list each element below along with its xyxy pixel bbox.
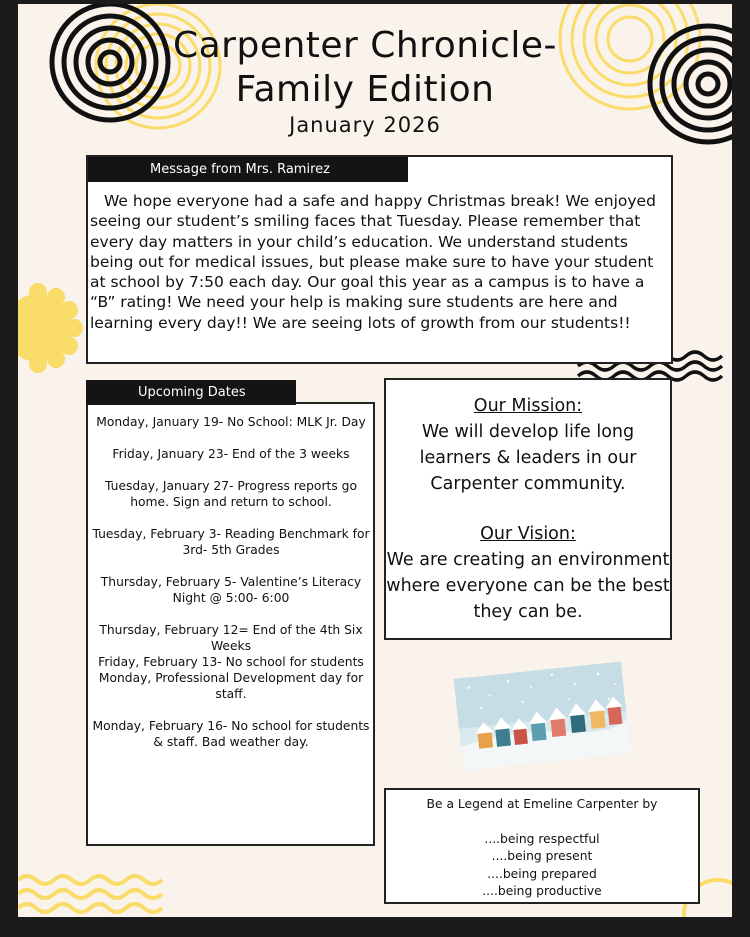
vision-heading: Our Vision: (480, 524, 576, 544)
date-item: Thursday, February 5- Valentine’s Literacy Night @ 5:00- 6:00 (100, 575, 362, 605)
newsletter-date: January 2026 (289, 113, 441, 137)
legend-item: ....being productive (482, 884, 602, 898)
vision-text: We are creating an environment where everyone can be the best they can be. (386, 550, 670, 622)
legend-heading: Be a Legend at Emeline Carpenter by (426, 797, 658, 811)
upcoming-dates-list (90, 414, 372, 750)
newsletter-subtitle: Family Edition (235, 69, 495, 110)
winter-village-illustration (452, 656, 632, 774)
date-item: Thursday, February 12= End of the 4th Six Weeks (99, 623, 363, 653)
legend-item: ....being present (491, 849, 593, 863)
message-header: Message from Mrs. Ramirez (88, 157, 408, 182)
upcoming-dates-header: Upcoming Dates (86, 380, 296, 405)
mission-heading: Our Mission: (473, 396, 583, 416)
legend-item: ....being respectful (484, 831, 600, 846)
date-item: Tuesday, January 27- Progress reports go home. Sign and return to school. (105, 479, 357, 509)
date-item: Friday, February 13- No school for students Monday, Professional Development day for staff. (98, 655, 364, 701)
newsletter-title: Carpenter Chronicle- (172, 25, 558, 66)
wavy-lines-icon (18, 872, 168, 917)
scalloped-circle-icon (18, 282, 84, 374)
message-body: We hope everyone had a safe and happy Christmas break! We enjoyed seeing our student’s smiling faces that Tuesday. Please remember that every day matters in your child’s education. We understand students being out for medical issues, but please make sure to have your student at school by 7:50 each day. Our goal this year as a campus is to have a “B” rating! We need your help is making sure students are here and learning every day!! We are seeing lots of growth from our students!! (90, 192, 656, 332)
date-item: Friday, January 23- End of the 3 weeks (112, 447, 350, 461)
mission-text: We will develop life long learners & leaders in our Carpenter community. (419, 422, 637, 494)
date-item: Monday, February 16- No school for students & staff. Bad weather day. (92, 719, 370, 749)
mission-vision (386, 393, 670, 625)
date-item: Tuesday, February 3- Reading Benchmark for 3rd- 5th Grades (92, 527, 370, 557)
legend-item: ....being prepared (487, 866, 597, 881)
legend-content (386, 796, 698, 901)
date-item: Monday, January 19- No School: MLK Jr. Day (96, 415, 366, 429)
